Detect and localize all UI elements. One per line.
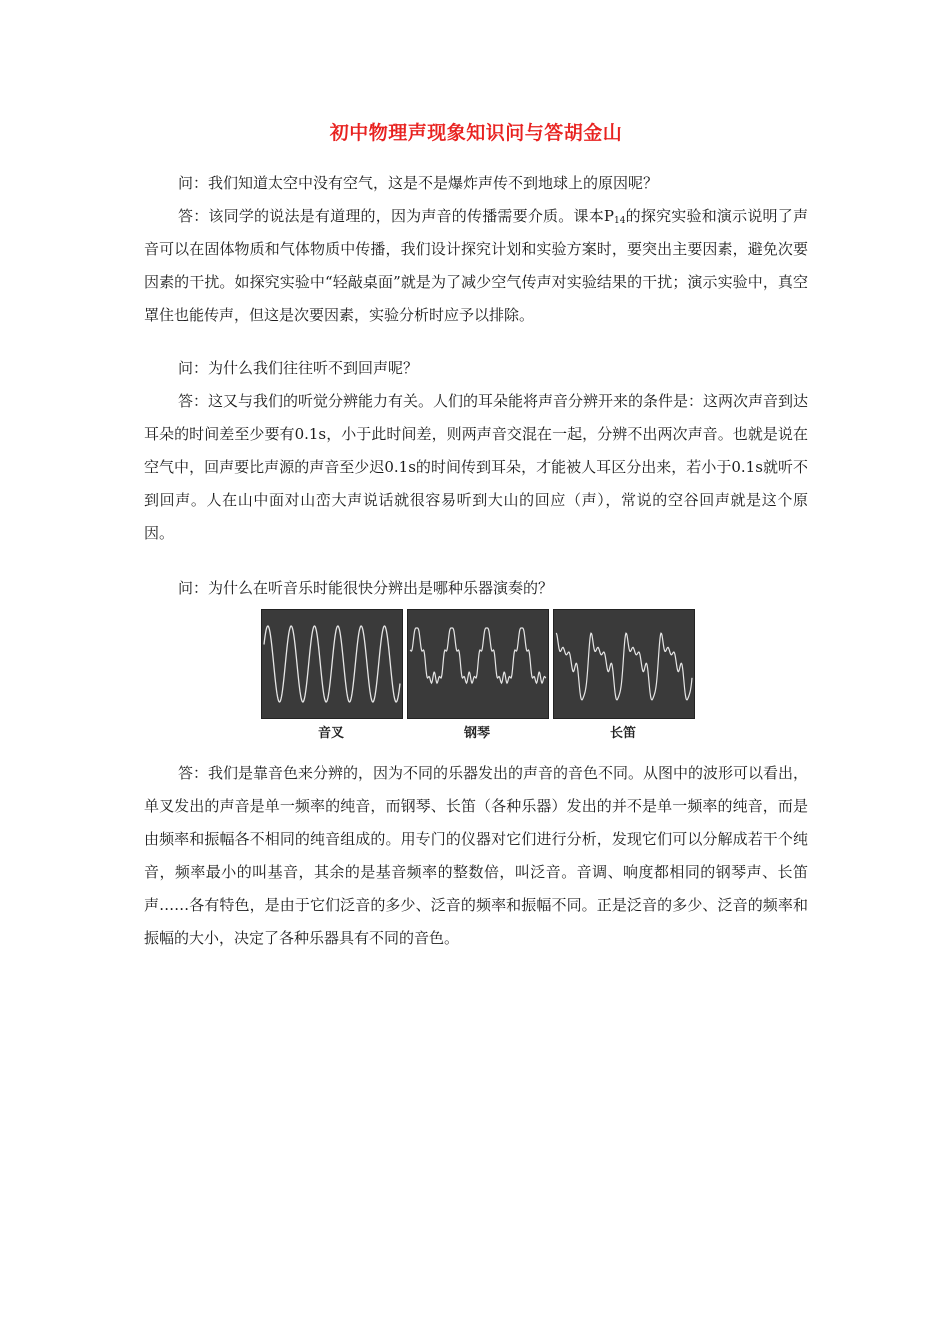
question-2: 问：为什么我们往往听不到回声呢？	[178, 359, 419, 377]
waveform-line-tuning-fork	[264, 626, 400, 702]
caption-flute: 长笛	[609, 726, 636, 741]
answer-1-text-a: 答：该同学的说法是有道理的，因为声音的传播需要介质。课本P	[178, 207, 614, 225]
waveform-flute	[554, 610, 694, 718]
answer-2: 答：这又与我们的听觉分辨能力有关。人们的耳朵能将声音分辨开来的条件是：这两次声音到达耳朵的时间差至少要有0.1s，小于此时间差，则两声音交混在一起，分辨不出两次声音。也就是说在空气中，回声要比声源的声音至少迟0.1s的时间传到耳朵，才能被人耳区分出来，若小于0.1s就听不到回声。人在山中面对山峦大声说话就很容易听到大山的回应（声），常说的空谷回声就是这个原因。	[144, 392, 809, 542]
answer-1-text-b: 的探究实验和演示说明了声音可以在固体物质和气体物质中传播，我们设计探究计划和实验方案时，要突出主要因素，避免次要因素的干扰。如探究实验中“轻敲桌面”就是为了减少空气传声对实验结果的干扰；演示实验中，真空罩住也能传声，但这是次要因素，实验分析时应予以排除。	[144, 207, 808, 324]
page-title: 初中物理声现象知识问与答胡金山	[329, 122, 623, 144]
waveform-panel-tuning-fork	[261, 609, 403, 719]
answer-1-page-subscript: 14	[614, 216, 626, 226]
waveform-tuning-fork	[262, 610, 402, 718]
waveform-piano	[408, 610, 548, 718]
caption-piano: 钢琴	[463, 726, 490, 741]
waveform-panel-flute	[553, 609, 695, 719]
waveform-figure	[261, 609, 695, 747]
question-3: 问：为什么在听音乐时能很快分辨出是哪种乐器演奏的？	[178, 579, 554, 597]
question-1: 问：我们知道太空中没有空气，这是不是爆炸声传不到地球上的原因呢？	[178, 174, 659, 192]
answer-3: 答：我们是靠音色来分辨的，因为不同的乐器发出的声音的音色不同。从图中的波形可以看出，单叉发出的声音是单一频率的纯音，而钢琴、长笛（各种乐器）发出的并不是单一频率的纯音，而是由频率和振幅各不相同的纯音组成的。用专门的仪器对它们进行分析，发现它们可以分解成若干个纯音，频率最小的叫基音，其余的是基音频率的整数倍，叫泛音。音调、响度都相同的钢琴声、长笛声……各有特色，是由于它们泛音的多少、泛音的频率和振幅不同。正是泛音的多少、泛音的频率和振幅的大小，决定了各种乐器具有不同的音色。	[144, 764, 809, 947]
answer-1	[144, 200, 808, 332]
waveform-panel-piano	[407, 609, 549, 719]
waveform-line-flute	[556, 633, 692, 700]
waveform-line-piano	[410, 628, 546, 683]
caption-tuning-fork: 音叉	[317, 726, 344, 741]
